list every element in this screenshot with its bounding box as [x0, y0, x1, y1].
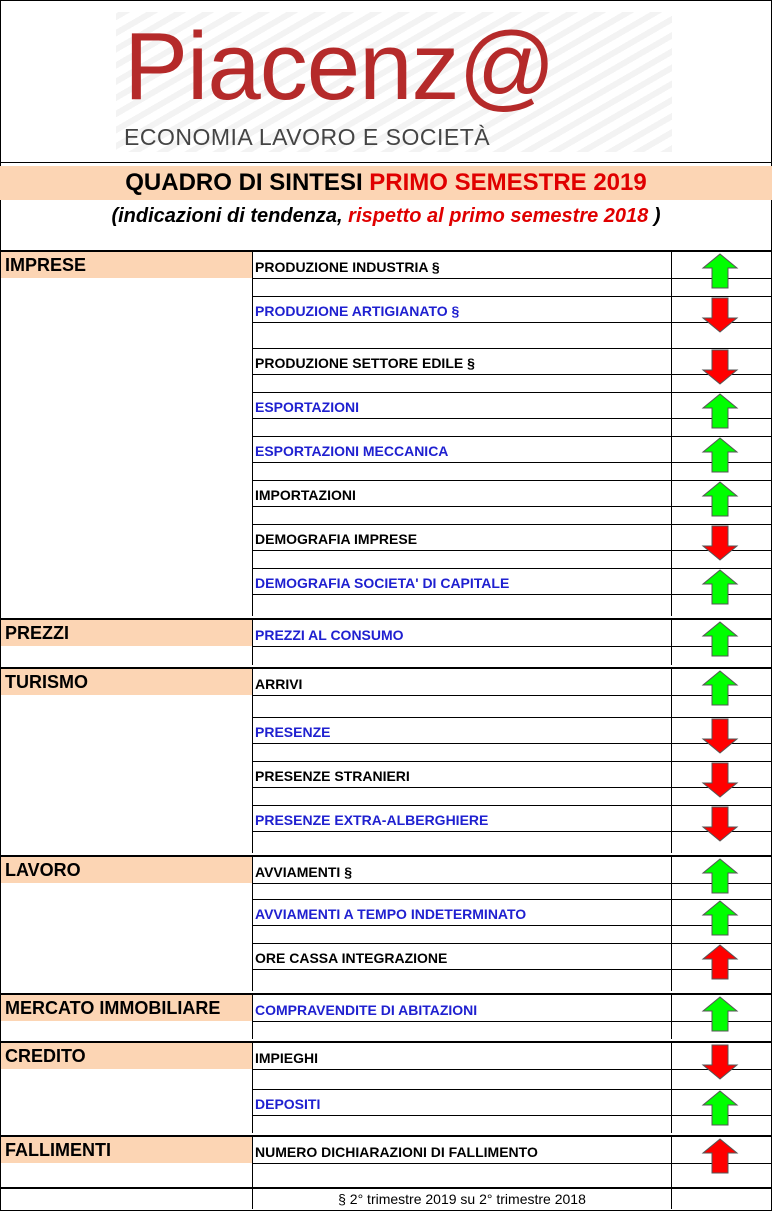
indicator-label: DEPOSITI: [255, 1096, 321, 1112]
indicator-label: IMPORTAZIONI: [255, 487, 356, 503]
indicator-label: PRESENZE: [255, 724, 331, 740]
column-divider: [671, 857, 672, 991]
row-divider: [252, 899, 772, 900]
row-divider: [252, 883, 772, 884]
row-divider: [252, 717, 772, 718]
row-divider: [252, 695, 772, 696]
arrow-up-icon: [700, 858, 740, 894]
indicator-label: PRESENZE EXTRA-ALBERGHIERE: [255, 812, 489, 828]
indicator-label: PRODUZIONE SETTORE EDILE §: [255, 355, 475, 371]
page-title-period: PRIMO SEMESTRE 2019: [369, 169, 647, 196]
arrow-up-icon: [700, 481, 740, 517]
arrow-down-icon: [700, 718, 740, 754]
arrow-down-icon: [700, 806, 740, 842]
category-label: PREZZI: [1, 620, 252, 646]
row-divider: [252, 805, 772, 806]
row-divider: [252, 943, 772, 944]
indicator-label: ORE CASSA INTEGRAZIONE: [255, 950, 448, 966]
row-divider: [252, 296, 772, 297]
category-label: MERCATO IMMOBILIARE: [1, 995, 252, 1021]
row-divider: [252, 743, 772, 744]
row-divider: [252, 374, 772, 375]
subtitle-comparison: rispetto al primo semestre 2018: [348, 205, 649, 227]
category-label: IMPRESE: [1, 252, 252, 278]
row-divider: [252, 348, 772, 349]
arrow-down-icon: [700, 525, 740, 561]
row-divider: [252, 278, 772, 279]
row-divider: [252, 1163, 772, 1164]
indicator-label: ESPORTAZIONI: [255, 399, 359, 415]
arrow-up-icon: [700, 944, 740, 980]
row-divider: [252, 831, 772, 832]
arrow-down-icon: [700, 349, 740, 385]
arrow-up-icon: [700, 1090, 740, 1126]
row-divider: [252, 322, 772, 323]
indicator-label: PRODUZIONE ARTIGIANATO §: [255, 303, 460, 319]
row-divider: [252, 1069, 772, 1070]
arrow-up-icon: [700, 900, 740, 936]
indicator-label: ARRIVI: [255, 676, 303, 692]
indicator-label: NUMERO DICHIARAZIONI DI FALLIMENTO: [255, 1144, 538, 1160]
column-divider: [671, 1137, 672, 1187]
indicator-label: ESPORTAZIONI MECCANICA: [255, 443, 449, 459]
arrow-up-icon: [700, 1138, 740, 1174]
row-divider: [252, 436, 772, 437]
column-divider: [671, 620, 672, 665]
row-divider: [252, 787, 772, 788]
arrow-up-icon: [700, 621, 740, 657]
row-divider: [252, 480, 772, 481]
row-divider: [252, 761, 772, 762]
category-label: FALLIMENTI: [1, 1137, 252, 1163]
arrow-down-icon: [700, 1044, 740, 1080]
column-divider: [252, 620, 253, 665]
row-divider: [252, 1089, 772, 1090]
indicator-label: DEMOGRAFIA IMPRESE: [255, 531, 418, 547]
footnote: § 2° trimestre 2019 su 2° trimestre 2018: [338, 1191, 586, 1207]
logo-title: Piacenz@: [124, 13, 555, 120]
column-divider: [252, 1137, 253, 1187]
category-label: LAVORO: [1, 857, 252, 883]
column-divider: [252, 857, 253, 991]
row-divider: [252, 646, 772, 647]
column-divider: [252, 995, 253, 1039]
arrow-down-icon: [700, 297, 740, 333]
category-label: CREDITO: [1, 1043, 252, 1069]
row-divider: [252, 462, 772, 463]
indicator-label: PRODUZIONE INDUSTRIA §: [255, 259, 440, 275]
arrow-up-icon: [700, 996, 740, 1032]
arrow-up-icon: [700, 393, 740, 429]
arrow-up-icon: [700, 569, 740, 605]
indicator-label: AVVIAMENTI A TEMPO INDETERMINATO: [255, 906, 527, 922]
column-divider: [671, 1043, 672, 1133]
page-title-main: QUADRO DI SINTESI: [125, 169, 370, 196]
logo-subtitle: ECONOMIA LAVORO E SOCIETÀ: [124, 124, 491, 150]
arrow-up-icon: [700, 253, 740, 289]
column-divider: [671, 252, 672, 616]
indicator-label: AVVIAMENTI §: [255, 864, 352, 880]
column-divider: [252, 252, 253, 616]
row-divider: [252, 925, 772, 926]
arrow-up-icon: [700, 670, 740, 706]
row-divider: [252, 594, 772, 595]
row-divider: [252, 568, 772, 569]
row-divider: [252, 524, 772, 525]
arrow-up-icon: [700, 437, 740, 473]
indicator-label: IMPIEGHI: [255, 1050, 319, 1066]
column-divider: [252, 1043, 253, 1133]
row-divider: [252, 392, 772, 393]
indicator-label: COMPRAVENDITE DI ABITAZIONI: [255, 1002, 478, 1018]
row-divider: [252, 418, 772, 419]
row-divider: [252, 506, 772, 507]
column-divider: [671, 995, 672, 1039]
row-divider: [252, 1021, 772, 1022]
row-divider: [252, 969, 772, 970]
indicator-label: PRESENZE STRANIERI: [255, 768, 410, 784]
row-divider: [252, 550, 772, 551]
row-divider: [252, 1115, 772, 1116]
indicator-label: PREZZI AL CONSUMO: [255, 627, 404, 643]
indicator-label: DEMOGRAFIA SOCIETA' DI CAPITALE: [255, 575, 510, 591]
subtitle-intro: (indicazioni di tendenza,: [111, 205, 349, 227]
subtitle-close: ): [648, 205, 661, 227]
arrow-down-icon: [700, 762, 740, 798]
category-label: TURISMO: [1, 669, 252, 695]
